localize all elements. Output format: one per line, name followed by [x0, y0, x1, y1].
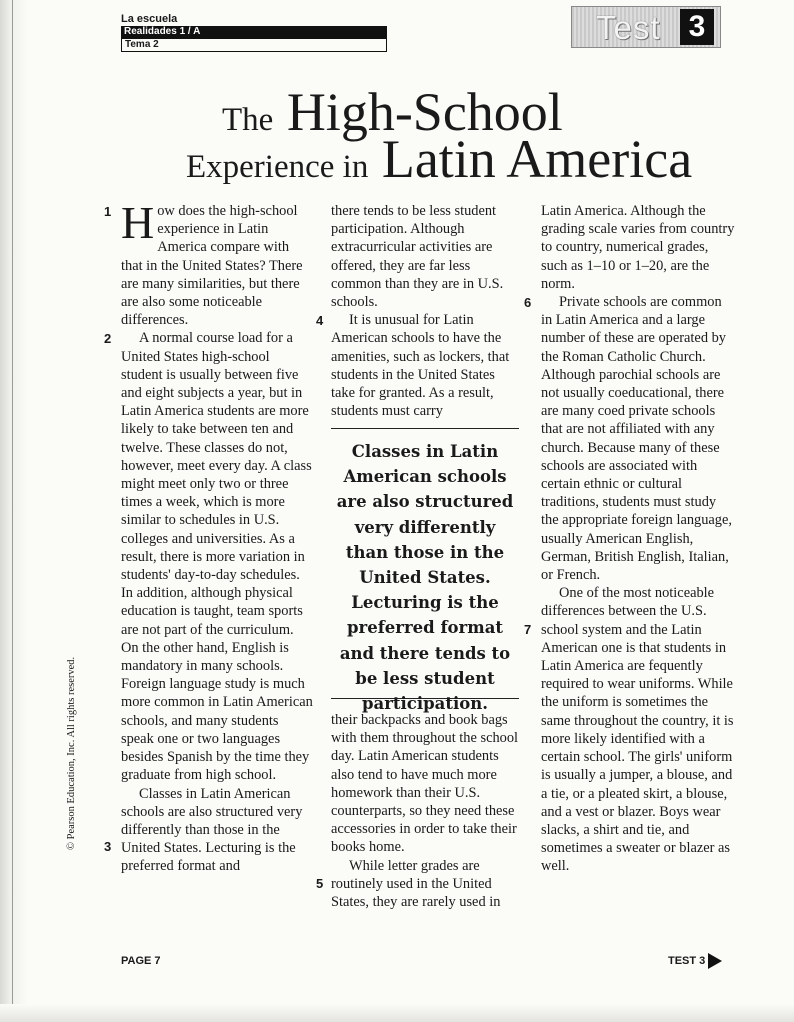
- paragraph: Classes in Latin American schools are also structured very differently than those in the United States. Lecturing is the preferred format and: [121, 785, 303, 875]
- paragraph-number: 1: [104, 204, 112, 219]
- test-footer-label: TEST 3: [668, 954, 706, 967]
- arrow-right-icon: [708, 953, 722, 969]
- page-title-line-1: The High-School: [222, 82, 563, 142]
- theme-box: Tema 2: [121, 38, 387, 52]
- worksheet-header: [121, 12, 387, 52]
- scan-edge-shadow: [0, 0, 28, 1022]
- paragraph: One of the most noticeable differences between the U.S. school system and the Latin American one is that students in Latin America are fequently required to wear uniforms. While the uniform is sometimes the same throughout the country, it is more likely identified with a certain school. The girls' uniform is usually a jumper, a blouse, and a tie, or a pleated skirt, a blouse, and a vest or blazer. Boys wear slacks, a shirt and tie, and sometimes a sweater or blazer as well.: [541, 585, 734, 875]
- pull-quote: Classes in Latin American schools are also structured very differently than those in the United States. Lecturing is the preferred format and there tends to be less student participation.: [331, 428, 519, 699]
- paragraph: A normal course load for a United States high-school student is usually between five and eight subjects a year, but in Latin America students are more likely to take between ten and twelve. These classes do not, however, meet every day. A class might meet only two or three times a week, which is more similar to schedules in U.S. colleges and universities. As a result, there is more variation in students' day-to-day schedules. In addition, although physical education is taught, team sports are not part of the curriculum. On the other hand, English is mandatory in many schools. Foreign language study is much more common in Latin American schools, and many students speak one or two languages besides Spanish by the time they graduate from high school.: [121, 330, 313, 784]
- article-column-3: [541, 202, 735, 876]
- paragraph-number: 4: [316, 313, 324, 328]
- test-badge-word: Test: [596, 9, 661, 46]
- test-footer: [668, 953, 722, 969]
- drop-cap: H: [121, 197, 155, 248]
- paragraph-number: 2: [104, 331, 112, 346]
- paragraph: there tends to be less student participation. Although extracurricular activities are offered, they are far less common than they are in U.S. schools.: [331, 203, 504, 311]
- article-column-2: [331, 202, 521, 420]
- paragraph-number: 7: [524, 622, 532, 637]
- paragraph: While letter grades are routinely used in the United States, they are rarely used in: [331, 857, 501, 911]
- paragraph: Latin America. Although the grading scale varies from country to country, numerical grades, such as 1–10 or 1–20, are the norm.: [541, 203, 735, 292]
- page-number: PAGE 7: [121, 955, 161, 967]
- scan-edge-line: [12, 0, 13, 1022]
- level-bar: Realidades 1 / A: [121, 26, 387, 38]
- article-column-2-continued: [331, 711, 521, 911]
- test-badge-number: 3: [680, 9, 714, 45]
- paragraph-number: 5: [316, 876, 324, 891]
- article-column-1: [121, 197, 313, 876]
- paragraph: their backpacks and book bags with them throughout the school day. Latin American students also tend to have much more homework than their U.S. counterparts, so they need these accessories in order to take their books home.: [331, 712, 519, 856]
- scan-bottom-shadow: [0, 1004, 794, 1022]
- paragraph: How does the high-school experience in Latin America compare with that in the United States? There are many similarities, but there are also some noticeable differences.: [121, 197, 303, 329]
- chapter-label: La escuela: [121, 13, 178, 25]
- paragraph-number: 6: [524, 295, 532, 310]
- paragraph: It is unusual for Latin American schools to have the amenities, such as lockers, that students in the United States take for granted. As a result, students must carry: [331, 312, 510, 420]
- paragraph-number: 3: [104, 839, 112, 854]
- page-title-line-2: Experience in Latin America: [186, 129, 693, 189]
- test-badge: [571, 6, 721, 48]
- paragraph: Private schools are common in Latin America and a large number of these are operated by the Roman Catholic Church. Although parochial schools are not usually coeducational, there are many coed private schools that are not affiliated with any church. Because many of these schools are associated with certain ethnic or cultural traditions, students must study the appropriate foreign language, usually American English, German, British English, Italian, or French.: [541, 294, 732, 584]
- copyright-notice: © Pearson Education, Inc. All rights reserved.: [66, 656, 77, 850]
